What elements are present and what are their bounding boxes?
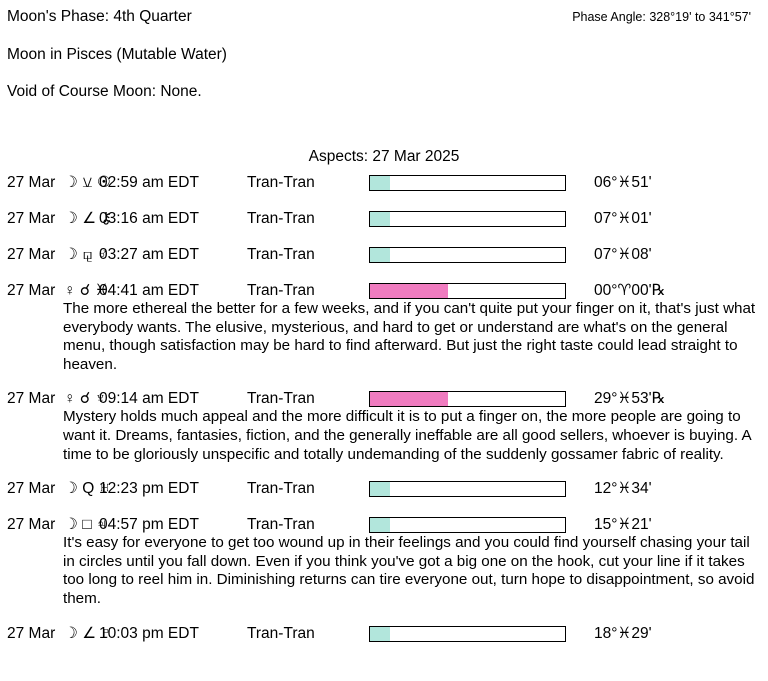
aspect-description: The more ethereal the better for a few weeks, and if you can't quite put your finger on it, that's just what everybody wants. The elusive, mysterious, and hard to get or understand are what's on the general menu, though satisfaction may be hard to find afterward. But just the right taste could lead straight to heaven.	[63, 300, 756, 373]
strength-bar	[369, 626, 566, 642]
aspect-glyphs: ☽ Q ♅	[64, 480, 111, 498]
strength-bar	[369, 175, 566, 191]
strength-bar	[369, 283, 566, 299]
aspect-position: 00°♈00'℞	[594, 282, 666, 299]
aspect-date: 27 Mar	[7, 174, 56, 191]
aspect-glyphs: ☽ ∠ ⚷	[64, 210, 112, 227]
strength-bar-fill	[370, 392, 448, 406]
aspect-entry	[7, 478, 762, 500]
aspect-list	[7, 172, 762, 659]
aspect-type: Tran-Tran	[247, 246, 315, 263]
aspect-position: 12°♓34'	[594, 480, 652, 498]
aspect-type: Tran-Tran	[247, 516, 315, 534]
aspect-entry	[7, 244, 762, 266]
aspect-row	[7, 172, 762, 194]
aspect-time: 03:27 am EDT	[99, 246, 199, 263]
aspect-type: Tran-Tran	[247, 210, 315, 227]
aspect-entry	[7, 172, 762, 194]
aspect-date: 27 Mar	[7, 480, 56, 498]
phase-angle: Phase Angle: 328°19' to 341°57'	[572, 10, 751, 24]
aspect-glyphs: ☽ ⚼ ♂	[64, 246, 109, 263]
aspect-glyphs: ☽ ∠ ♇	[64, 624, 113, 642]
aspect-time: 04:41 am EDT	[99, 282, 199, 299]
aspects-title: Aspects: 27 Mar 2025	[308, 148, 460, 165]
aspect-position: 15°♓21'	[594, 516, 652, 534]
aspect-time: 04:57 pm EDT	[99, 516, 199, 534]
aspect-row	[7, 388, 762, 410]
aspect-row	[7, 244, 762, 266]
strength-bar-fill	[370, 212, 390, 226]
strength-bar-fill	[370, 627, 390, 641]
moon-sign: Moon in Pisces (Mutable Water)	[7, 46, 227, 63]
aspect-time: 09:14 am EDT	[99, 390, 199, 408]
strength-bar	[369, 247, 566, 263]
aspect-row	[7, 208, 762, 230]
aspect-row	[7, 478, 762, 500]
strength-bar-fill	[370, 482, 390, 496]
aspect-time: 03:16 am EDT	[99, 210, 199, 227]
aspect-type: Tran-Tran	[247, 282, 315, 299]
aspect-time: 10:03 pm EDT	[99, 624, 199, 642]
strength-bar	[369, 211, 566, 227]
aspect-date: 27 Mar	[7, 390, 56, 408]
aspect-type: Tran-Tran	[247, 480, 315, 498]
aspect-entry	[7, 388, 762, 464]
strength-bar-fill	[370, 248, 390, 262]
aspect-position: 29°♓53'℞	[594, 390, 666, 408]
moon-phase: Moon's Phase: 4th Quarter	[7, 8, 192, 25]
aspect-time: 12:23 pm EDT	[99, 480, 199, 498]
aspect-description: It's easy for everyone to get too wound up in their feelings and you could find yourself chasing your tail in circles until you fall down. Even if you think you've got a big one on the hook, cut your line if it takes too long to reel him in. Diminishing returns can tire everyone out, turn hope to disappointment, so avoid them.	[63, 534, 755, 607]
aspect-entry	[7, 280, 762, 374]
aspect-row	[7, 280, 762, 302]
strength-bar-fill	[370, 284, 448, 298]
aspect-row	[7, 514, 762, 536]
aspect-date: 27 Mar	[7, 246, 56, 263]
strength-bar	[369, 517, 566, 533]
aspect-date: 27 Mar	[7, 624, 56, 642]
aspect-glyphs: ♀ ☌ ♓	[64, 282, 109, 299]
aspect-description: Mystery holds much appeal and the more difficult it is to put a finger on, the more people are going to want it. Dreams, fantasies, fiction, and the generally ineffable are all good sellers, whoever is buying. A time to be gloriously unspecific and totally undemanding of the suddenly gossamer fabric of reality.	[63, 408, 751, 463]
aspect-entry	[7, 208, 762, 230]
aspect-position: 06°♓51'	[594, 174, 652, 191]
strength-bar-fill	[370, 518, 390, 532]
aspect-date: 27 Mar	[7, 516, 56, 534]
aspect-position: 07°♓08'	[594, 246, 652, 263]
aspect-glyphs: ♀ ☌ ♆	[64, 390, 107, 408]
void-of-course: Void of Course Moon: None.	[7, 83, 202, 100]
aspect-date: 27 Mar	[7, 282, 56, 299]
aspect-time: 02:59 am EDT	[99, 174, 199, 191]
strength-bar	[369, 391, 566, 407]
aspect-type: Tran-Tran	[247, 174, 315, 191]
strength-bar	[369, 481, 566, 497]
aspect-row	[7, 623, 762, 645]
aspect-date: 27 Mar	[7, 210, 56, 227]
aspect-position: 07°♓01'	[594, 210, 652, 227]
aspect-entry	[7, 623, 762, 645]
aspect-type: Tran-Tran	[247, 390, 315, 408]
strength-bar-fill	[370, 176, 390, 190]
aspect-position: 18°♓29'	[594, 624, 652, 642]
aspect-type: Tran-Tran	[247, 624, 315, 642]
aspect-glyphs: ☽ □ ♃	[64, 516, 108, 534]
aspect-entry	[7, 514, 762, 608]
aspect-glyphs: ☽ ⚺ ☉	[64, 174, 111, 191]
